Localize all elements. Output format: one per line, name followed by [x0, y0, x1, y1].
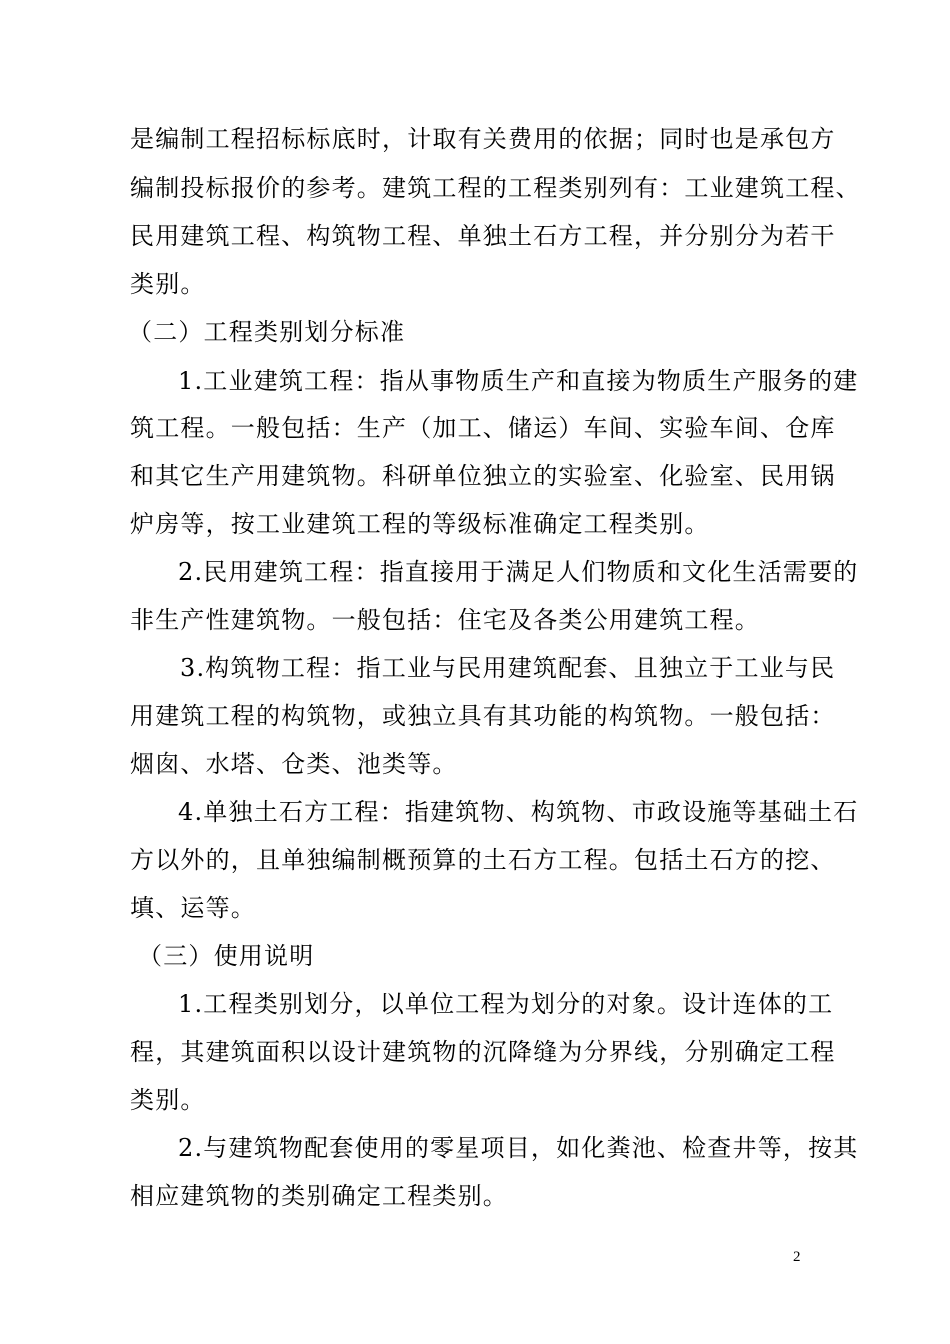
text-line: 程，其建筑面积以设计建筑物的沉降缝为分界线，分别确定工程 [130, 1038, 836, 1066]
text-line: 用建筑工程的构筑物，或独立具有其功能的构筑物。一般包括： [130, 702, 836, 730]
paragraph-first-line: 2.民用建筑工程：指直接用于满足人们物质和文化生活需要的 [178, 558, 859, 586]
section-heading: （三）使用说明 [138, 942, 315, 970]
paragraph-first-line: 2.与建筑物配套使用的零星项目，如化粪池、检查井等，按其 [178, 1134, 859, 1162]
text-line: 是编制工程招标标底时，计取有关费用的依据；同时也是承包方 [130, 125, 836, 153]
paragraph-first-line: 1.工业建筑工程：指从事物质生产和直接为物质生产服务的建 [178, 367, 859, 395]
text-line: 类别。 [130, 270, 206, 298]
text-line: 烟囱、水塔、仓类、池类等。 [130, 750, 458, 778]
text-line: 炉房等，按工业建筑工程的等级标准确定工程类别。 [130, 510, 710, 538]
text-line: 非生产性建筑物。一般包括：住宅及各类公用建筑工程。 [130, 606, 760, 634]
page-number: 2 [793, 1249, 801, 1265]
text-line: 方以外的，且单独编制概预算的土石方工程。包括土石方的挖、 [130, 846, 836, 874]
text-line: 相应建筑物的类别确定工程类别。 [130, 1182, 508, 1210]
section-heading: （二）工程类别划分标准 [128, 318, 406, 346]
paragraph-first-line: 1.工程类别划分，以单位工程为划分的对象。设计连体的工 [178, 990, 834, 1018]
text-line: 类别。 [130, 1086, 206, 1114]
text-line: 填、运等。 [130, 894, 256, 922]
text-line: 和其它生产用建筑物。科研单位独立的实验室、化验室、民用锅 [130, 462, 836, 490]
paragraph-first-line: 3.构筑物工程：指工业与民用建筑配套、且独立于工业与民 [180, 654, 836, 682]
text-line: 民用建筑工程、构筑物工程、单独土石方工程，并分别分为若干 [130, 222, 836, 250]
paragraph-first-line: 4.单独土石方工程：指建筑物、构筑物、市政设施等基础土石 [178, 798, 859, 826]
text-line: 筑工程。一般包括：生产（加工、储运）车间、实验车间、仓库 [130, 414, 836, 442]
text-line: 编制投标报价的参考。建筑工程的工程类别列有：工业建筑工程、 [130, 174, 861, 202]
